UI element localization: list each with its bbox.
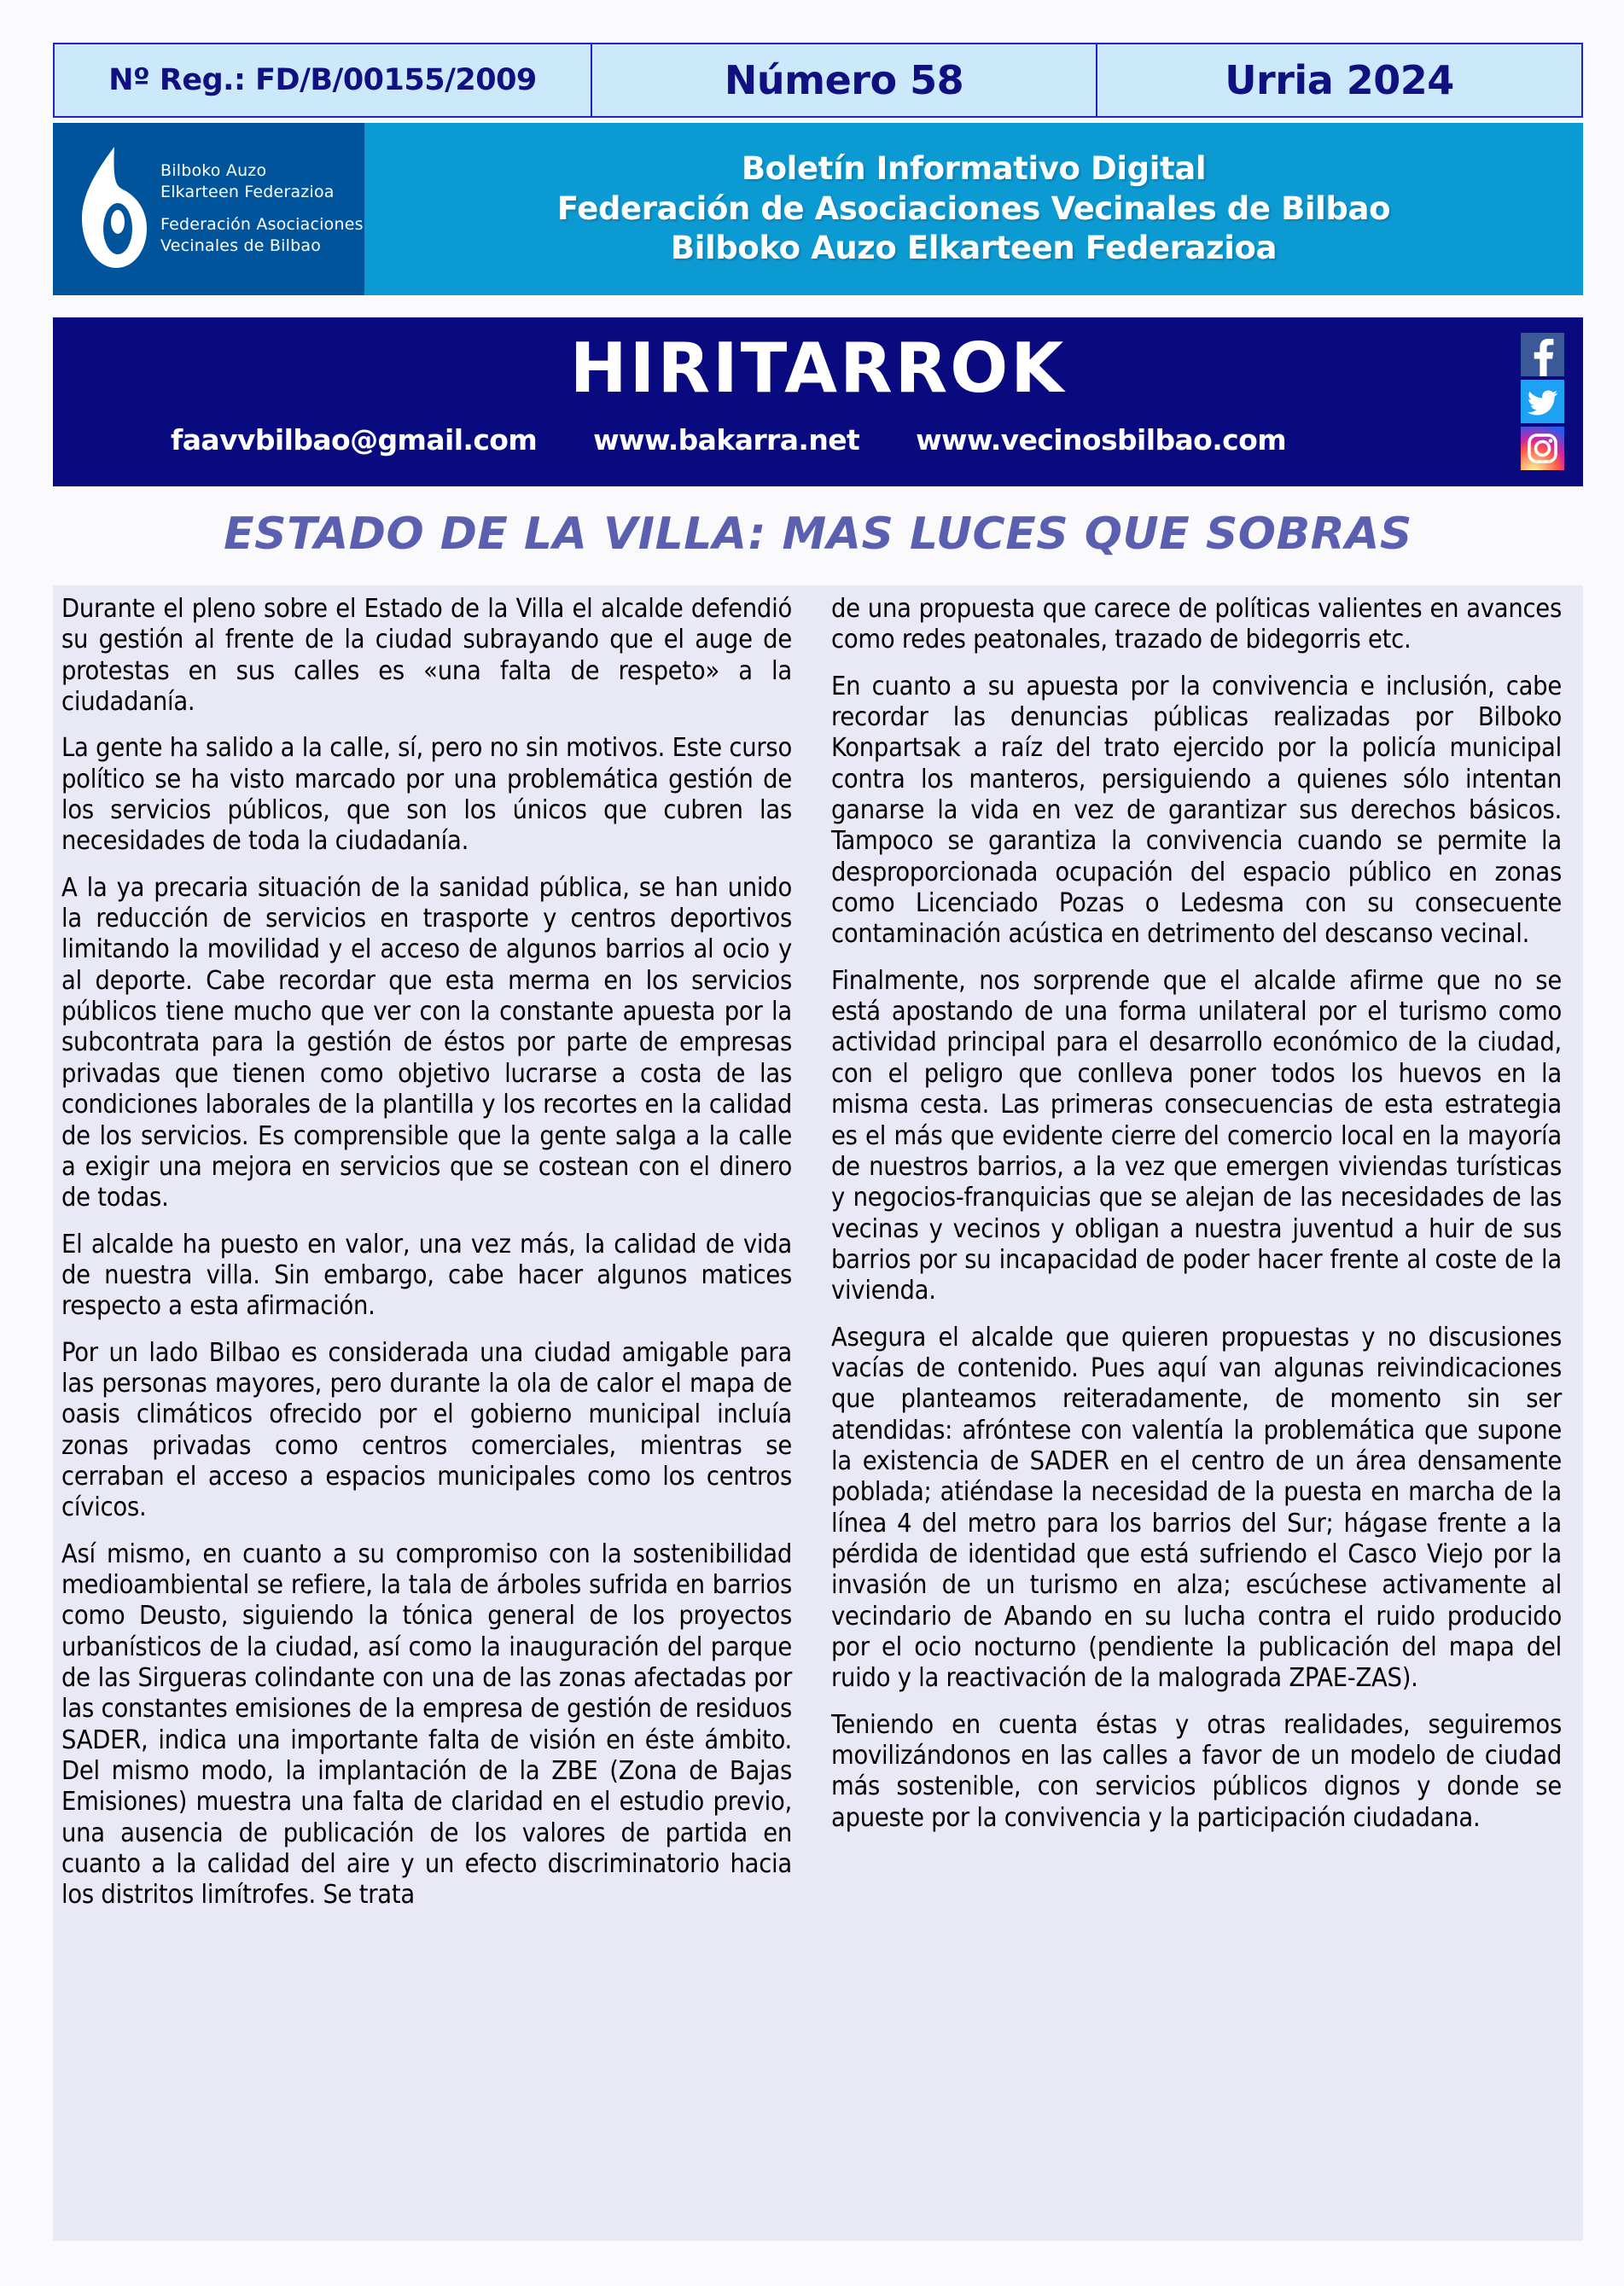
contact-website-bakarra[interactable]: www.bakarra.net — [593, 423, 860, 457]
article-headline: ESTADO DE LA VILLA: MAS LUCES QUE SOBRAS — [224, 509, 1412, 560]
issue-number-cell: Número 58 — [592, 44, 1097, 116]
paragraph: A la ya precaria situación de la sanidad pública, se han unido la reducción de servicios en trasporte y centros deportivos limitando la movilidad y el acceso de algunos barrios al ocio y al deporte. Cabe recordar que esta merma en los servicios públicos tiene mucho que ver con la constante apuesta por la subcontrata para la gestión de éstos por parte de empresas privadas que tienen como objetivo lucrarse a costa de las condiciones laborales de la plantilla y los recortes en la calidad de los servicios. Es comprensible que la gente salga a la calle a exigir una mejora en servicios que se costean con el dinero de todas. — [61, 872, 792, 1213]
paragraph: Teniendo en cuenta éstas y otras realidades, seguiremos movilizándonos en las calles a favor de un modelo de ciudad más sostenible, con servicios públicos dignos y donde se apueste por la convivencia y la participación ciudadana. — [831, 1709, 1562, 1833]
paragraph: de una propuesta que carece de políticas valientes en avances como redes peatonales, trazado de bidegorris etc. — [831, 594, 1562, 655]
banner-line-1: Boletín Informativo Digital — [741, 150, 1207, 188]
paragraph: Asegura el alcalde que quieren propuestas y no discusiones vacías de contenido. Pues aquí van algunas reivindicaciones que planteamos reiteradamente, de momento sin ser atendidas: afróntese con valentía la problemática que supone la existencia de SADER en el centro de un área densamente poblada; atiéndase la necesidad de la puesta en marcha de la línea 4 del metro para los barrios del Sur; hágase frente a la pérdida de identidad que está sufriendo el Casco Viejo por la invasión de un turismo en alza; escúchese activamente al vecindario de Abando en su lucha contra el ruido producido por el ocio nocturno (pendiente la publicación del mapa del ruido y la reactivación de la malograda ZPAE-ZAS). — [831, 1322, 1562, 1694]
article-body — [53, 585, 1583, 2241]
paragraph: Finalmente, nos sorprende que el alcalde afirme que no se está apostando de una forma unilateral por el turismo como actividad principal para el desarrollo económico de la ciudad, con el peligro que conlleva poner todos los huevos en la misma cesta. Las primeras consecuencias de esta estrategia es el más que evidente cierre del comercio local en la mayoría de nuestros barrios, a la vez que emergen viviendas turísticas y negocios-franquicias que se alejan de las necesidades de las vecinas y vecinos y obligan a nuestra juventud a huir de sus barrios por su incapacidad de poder hacer frente al coste de la vivienda. — [831, 965, 1562, 1306]
twitter-icon[interactable] — [1521, 380, 1564, 423]
paragraph: El alcalde ha puesto en valor, una vez más, la calidad de vida de nuestra villa. Sin embargo, cabe hacer algunos matices respecto a esta afirmación. — [61, 1229, 792, 1322]
masthead-contact-links — [53, 423, 1583, 457]
paragraph: Por un lado Bilbao es considerada una ciudad amigable para las personas mayores, pero durante la ola de calor el mapa de oasis climáticos ofrecido por el gobierno municipal incluía zonas privadas como centros comerciales, mientras se cerraban el acceso a espacios municipales como los centros cívicos. — [61, 1337, 792, 1523]
brand-row — [53, 123, 1583, 295]
paragraph: La gente ha salido a la calle, sí, pero no sin motivos. Este curso político se ha visto marcado por una problemática gestión de los servicios públicos, que son los únicos que cubren las necesidades de toda la ciudadanía. — [61, 733, 792, 857]
banner-line-3: Bilboko Auzo Elkarteen Federazioa — [670, 230, 1278, 267]
logo-line-2: Elkarteen Federazioa — [160, 182, 335, 201]
publication-banner — [364, 123, 1583, 295]
contact-email[interactable]: faavvbilbao@gmail.com — [170, 423, 538, 457]
instagram-icon[interactable] — [1521, 427, 1564, 470]
logo-line-3: Federación Asociaciones — [160, 215, 364, 235]
federation-logo-box — [53, 123, 364, 295]
logo-line-1: Bilboko Auzo — [160, 161, 267, 180]
masthead-band — [53, 317, 1583, 486]
facebook-icon[interactable] — [1521, 333, 1564, 376]
paragraph: En cuanto a su apuesta por la convivencia e inclusión, cabe recordar las denuncias públicas realizadas por Bilboko Konpartsak a raíz del trato ejercido por la policía municipal contra los manteros, persiguiendo a quienes sólo intentan ganarse la vida en vez de garantizar sus derechos básicos. Tampoco se garantiza la convivencia cuando se permite la desproporcionada ocupación del espacio público en zonas como Licenciado Pozas o Ledesma con su consecuente contaminación acústica en detrimento del descanso vecinal. — [831, 671, 1562, 950]
paragraph: Durante el pleno sobre el Estado de la Villa el alcalde defendió su gestión al frente de la ciudad subrayando que el auge de protestas en sus calles es «una falta de respeto» a la ciudadanía. — [61, 594, 792, 718]
article-column-left — [53, 594, 792, 2241]
registry-header-table — [53, 43, 1583, 118]
banner-line-2: Federación de Asociaciones Vecinales de Bilbao — [556, 189, 1391, 227]
droplet-logo-icon — [77, 143, 150, 271]
masthead-title: HIRITARROK — [569, 329, 1067, 408]
registry-number-cell: Nº Reg.: FD/B/00155/2009 — [55, 44, 592, 116]
paragraph: Así mismo, en cuanto a su compromiso con la sostenibilidad medioambiental se refiere, la tala de árboles sufrida en barrios como Deusto, siguiendo la tónica general de los proyectos urbanísticos de la ciudad, así como la inauguración del parque de las Sirgueras colindante con una de las zonas afectadas por las constantes emisiones de la empresa de gestión de residuos SADER, indica una importante falta de visión en éste ámbito. Del mismo modo, la implantación de la ZBE (Zona de Bajas Emisiones) muestra una falta de claridad en el estudio previo, una ausencia de publicación de los valores de partida en cuanto a la calidad del aire y un efecto discriminatorio hacia los distritos limítrofes. Se trata — [61, 1539, 792, 1911]
social-links — [1521, 333, 1564, 470]
article-column-right — [823, 594, 1562, 2241]
logo-line-4: Vecinales de Bilbao — [160, 236, 322, 256]
contact-website-vecinosbilbao[interactable]: www.vecinosbilbao.com — [916, 423, 1286, 457]
issue-date-cell: Urria 2024 — [1225, 57, 1454, 103]
logo-wordmark — [160, 160, 364, 257]
